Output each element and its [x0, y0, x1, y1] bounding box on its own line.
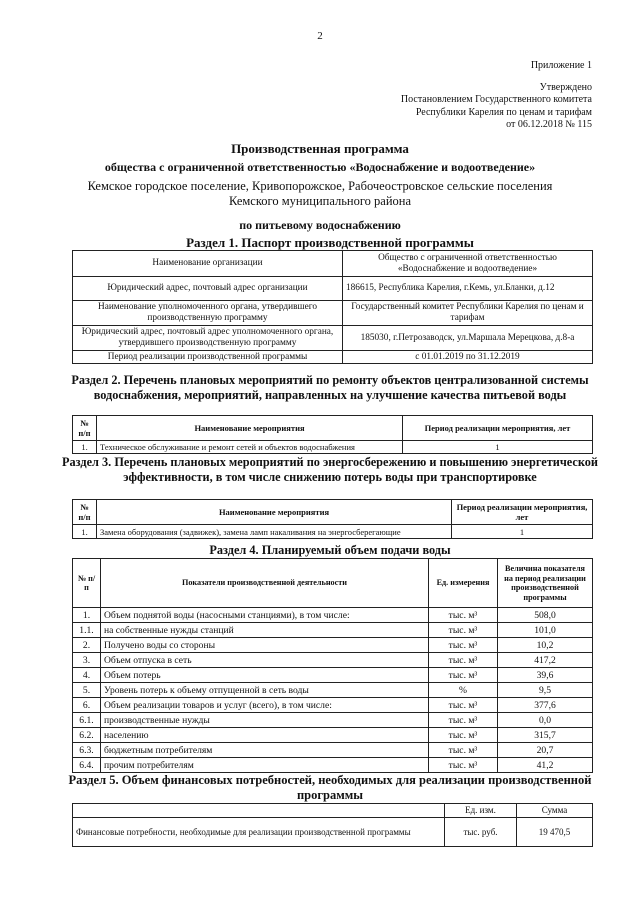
row-value: 20,7 — [498, 743, 593, 758]
passport-label: Наименование уполномоченного органа, утвердившего производственную программу — [73, 301, 343, 326]
row-value: 9,5 — [498, 683, 593, 698]
row-indicator: Объем поднятой воды (насосными станциями), в том числе: — [101, 608, 429, 623]
row-value: 417,2 — [498, 653, 593, 668]
col-header-value: Величина показателя на период реализации производственной программы — [498, 559, 593, 608]
table-row — [73, 818, 593, 847]
table-row — [73, 728, 593, 743]
row-unit: тыс. м³ — [429, 653, 498, 668]
table-row — [73, 326, 593, 351]
row-indicator: бюджетным потребителям — [101, 743, 429, 758]
col-header-period: Период реализации мероприятия, лет — [452, 500, 593, 525]
table-row — [73, 608, 593, 623]
approval-stamp-block — [401, 60, 592, 132]
row-value: 315,7 — [498, 728, 593, 743]
row-value: 10,2 — [498, 638, 593, 653]
col-header-unit: Ед. изм. — [445, 804, 517, 818]
section-5-finance-table — [72, 803, 593, 847]
row-unit: тыс. м³ — [429, 728, 498, 743]
col-header-no: № п/п — [73, 500, 97, 525]
passport-value: Государственный комитет Республики Карелия по ценам и тарифам — [343, 301, 593, 326]
col-header-blank — [73, 804, 445, 818]
row-value: 39,6 — [498, 668, 593, 683]
passport-value: Общество с ограниченной ответственностью «Водоснабжение и водоотведение» — [343, 251, 593, 277]
passport-label: Период реализации производственной программы — [73, 351, 343, 364]
appendix-label: Приложение 1 — [530, 60, 592, 71]
col-header-unit: Ед. измерения — [429, 559, 498, 608]
col-header-no: № п/п — [73, 416, 97, 441]
row-name: Замена оборудования (задвижек), замена ламп накаливания на энергосберегающие — [97, 525, 452, 539]
table-row — [73, 698, 593, 713]
section-4-heading: Раздел 4. Планируемый объем подачи воды — [209, 543, 451, 557]
passport-value: с 01.01.2019 по 31.12.2019 — [343, 351, 593, 364]
row-number: 6.4. — [73, 758, 101, 773]
row-number: 2. — [73, 638, 101, 653]
table-header-row — [73, 804, 593, 818]
area-description — [0, 179, 640, 209]
row-number: 1. — [73, 441, 97, 454]
row-unit: тыс. м³ — [429, 638, 498, 653]
table-row — [73, 351, 593, 364]
row-number: 6.3. — [73, 743, 101, 758]
row-unit: тыс. м³ — [429, 608, 498, 623]
section-1-heading: Раздел 1. Паспорт производственной программы — [186, 235, 474, 250]
area-line-1: Кемское городское поселение, Кривопорожское, Рабочеостровское сельские поселения — [87, 179, 553, 193]
row-value: 0,0 — [498, 713, 593, 728]
row-number: 1.1. — [73, 623, 101, 638]
passport-label: Юридический адрес, почтовый адрес организации — [73, 277, 343, 301]
row-indicator: населению — [101, 728, 429, 743]
row-number: 1. — [73, 608, 101, 623]
row-name: Финансовые потребности, необходимые для реализации производственной программы — [73, 818, 445, 847]
table-header-row — [73, 500, 593, 525]
section-4-water-supply-table — [72, 558, 593, 773]
passport-label: Юридический адрес, почтовый адрес уполномоченного органа, утвердившего производственную программу — [73, 326, 343, 351]
row-number: 4. — [73, 668, 101, 683]
row-number: 3. — [73, 653, 101, 668]
row-indicator: Объем реализации товаров и услуг (всего), в том числе: — [101, 698, 429, 713]
section-2-repair-table — [72, 415, 593, 454]
col-header-name: Наименование мероприятия — [97, 500, 452, 525]
section-3-energy-table — [72, 499, 593, 539]
col-header-sum: Сумма — [517, 804, 593, 818]
document-subtitle: по питьевому водоснабжению — [239, 218, 401, 232]
row-number: 1. — [73, 525, 97, 539]
passport-value: 186615, Республика Карелия, г.Кемь, ул.Бланки, д.12 — [343, 277, 593, 301]
row-indicator: Объем отпуска в сеть — [101, 653, 429, 668]
table-row — [73, 638, 593, 653]
document-title: Производственная программа — [231, 141, 409, 156]
row-period: 1 — [452, 525, 593, 539]
row-value: 41,2 — [498, 758, 593, 773]
table-row — [73, 441, 593, 454]
table-row — [73, 713, 593, 728]
row-number: 6.2. — [73, 728, 101, 743]
page-number: 2 — [317, 30, 323, 42]
row-indicator: производственные нужды — [101, 713, 429, 728]
row-number: 6. — [73, 698, 101, 713]
table-row — [73, 623, 593, 638]
row-indicator: Получено воды со стороны — [101, 638, 429, 653]
row-unit: тыс. м³ — [429, 743, 498, 758]
table-row — [73, 653, 593, 668]
col-header-indicator: Показатели производственной деятельности — [101, 559, 429, 608]
row-number: 6.1. — [73, 713, 101, 728]
row-value: 101,0 — [498, 623, 593, 638]
row-indicator: Объем потерь — [101, 668, 429, 683]
col-header-no: № п/п — [73, 559, 101, 608]
approved-label: Утверждено — [539, 81, 592, 93]
section-5-heading: Раздел 5. Объем финансовых потребностей, необходимых для реализации производственной программы — [68, 773, 592, 802]
row-unit: тыс. м³ — [429, 698, 498, 713]
table-header-row — [73, 559, 593, 608]
table-row — [73, 683, 593, 698]
col-header-period: Период реализации мероприятия, лет — [403, 416, 593, 441]
row-unit: % — [429, 683, 498, 698]
table-row — [73, 277, 593, 301]
table-row — [73, 743, 593, 758]
table-row — [73, 758, 593, 773]
table-row — [73, 668, 593, 683]
row-unit: тыс. руб. — [445, 818, 517, 847]
row-unit: тыс. м³ — [429, 758, 498, 773]
row-value: 377,6 — [498, 698, 593, 713]
table-header-row — [73, 416, 593, 441]
company-name: общества с ограниченной ответственностью «Водоснабжение и водоотведение» — [104, 160, 536, 174]
row-indicator: на собственные нужды станций — [101, 623, 429, 638]
row-unit: тыс. м³ — [429, 623, 498, 638]
row-period: 1 — [403, 441, 593, 454]
passport-value: 185030, г.Петрозаводск, ул.Маршала Мерецкова, д.8-а — [343, 326, 593, 351]
section-3-heading: Раздел 3. Перечень плановых мероприятий по энергосбережению и повышению энергетической эффективности, в том числе снижению потерь воды при транспортировке — [62, 455, 598, 484]
row-name: Техническое обслуживание и ремонт сетей и объектов водоснабжения — [97, 441, 403, 454]
row-indicator: прочим потребителям — [101, 758, 429, 773]
table-row — [73, 301, 593, 326]
passport-label: Наименование организации — [73, 251, 343, 277]
row-number: 5. — [73, 683, 101, 698]
row-unit: тыс. м³ — [429, 713, 498, 728]
table-row — [73, 251, 593, 277]
approval-line-3: от 06.12.2018 № 115 — [506, 119, 592, 130]
row-value: 508,0 — [498, 608, 593, 623]
area-line-2: Кемского муниципального района — [228, 194, 412, 208]
approval-line-2: Республики Карелия по ценам и тарифам — [415, 106, 592, 118]
table-row — [73, 525, 593, 539]
row-indicator: Уровень потерь к объему отпущенной в сеть воды — [101, 683, 429, 698]
section-2-heading: Раздел 2. Перечень плановых мероприятий по ремонту объектов централизованной системы водоснабжения, мероприятий, направленных на улучшение качества питьевой воды — [71, 373, 589, 402]
approval-line-1: Постановлением Государственного комитета — [400, 94, 592, 105]
col-header-name: Наименование мероприятия — [97, 416, 403, 441]
row-unit: тыс. м³ — [429, 668, 498, 683]
row-sum: 19 470,5 — [517, 818, 593, 847]
section-1-passport-table — [72, 250, 593, 364]
